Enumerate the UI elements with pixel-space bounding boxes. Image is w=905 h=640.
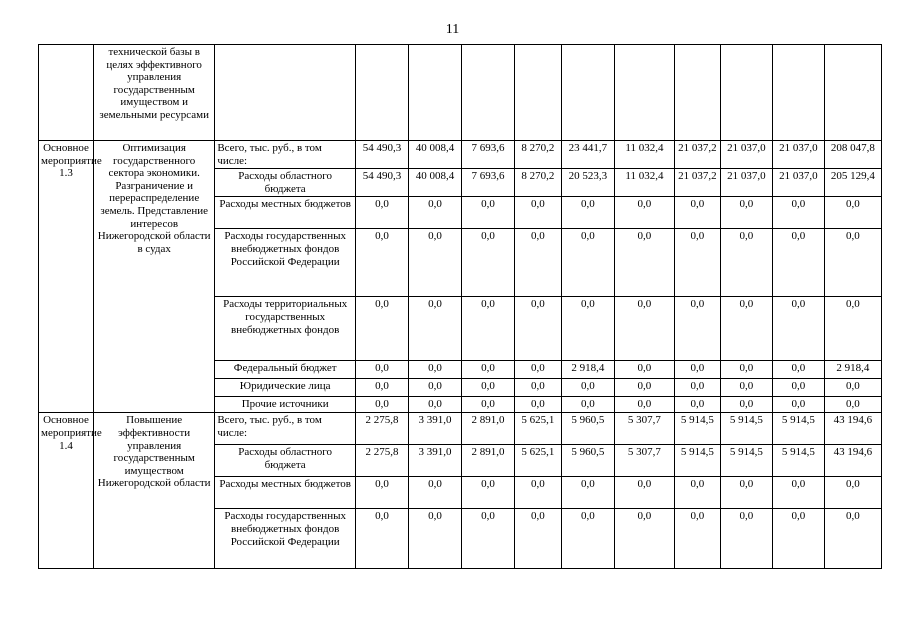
measure-cell [39, 45, 94, 141]
value-cell: 0,0 [561, 379, 614, 397]
value-cell: 5 625,1 [514, 413, 561, 445]
value-cell: 40 008,4 [408, 141, 461, 169]
value-cell: 208 047,8 [824, 141, 881, 169]
value-cell: 0,0 [614, 297, 674, 361]
table-row [39, 45, 882, 141]
value-cell [355, 45, 408, 141]
value-cell [824, 45, 881, 141]
value-cell: 5 307,7 [614, 413, 674, 445]
value-cell: 0,0 [675, 477, 721, 509]
value-cell: 0,0 [614, 509, 674, 569]
value-cell: 0,0 [408, 229, 461, 297]
value-cell: 0,0 [614, 229, 674, 297]
value-cell: 43 194,6 [824, 445, 881, 477]
value-cell: 0,0 [355, 197, 408, 229]
value-cell: 0,0 [614, 477, 674, 509]
value-cell: 0,0 [720, 197, 772, 229]
value-cell: 0,0 [675, 509, 721, 569]
value-cell: 0,0 [772, 477, 824, 509]
value-cell: 0,0 [461, 477, 514, 509]
value-cell: 7 693,6 [461, 141, 514, 169]
value-cell: 0,0 [675, 197, 721, 229]
value-cell: 0,0 [514, 197, 561, 229]
value-cell: 5 914,5 [772, 445, 824, 477]
value-cell: 11 032,4 [614, 169, 674, 197]
value-cell: 21 037,2 [675, 141, 721, 169]
value-cell: 23 441,7 [561, 141, 614, 169]
value-cell: 0,0 [514, 361, 561, 379]
value-cell: 0,0 [461, 229, 514, 297]
value-cell: 0,0 [772, 379, 824, 397]
value-cell: 21 037,0 [720, 141, 772, 169]
value-cell: 0,0 [675, 297, 721, 361]
value-cell: 20 523,3 [561, 169, 614, 197]
value-cell: 0,0 [355, 229, 408, 297]
value-cell: 0,0 [720, 477, 772, 509]
value-cell: 0,0 [561, 397, 614, 413]
value-cell: 0,0 [720, 361, 772, 379]
value-cell: 0,0 [720, 397, 772, 413]
value-cell: 54 490,3 [355, 169, 408, 197]
value-cell: 0,0 [461, 397, 514, 413]
value-cell: 0,0 [614, 361, 674, 379]
funding-source-cell: Расходы государственных внебюджетных фондов Российской Федерации [215, 509, 356, 569]
funding-source-cell: Прочие источники [215, 397, 356, 413]
value-cell: 0,0 [461, 509, 514, 569]
value-cell: 0,0 [355, 397, 408, 413]
value-cell: 0,0 [772, 509, 824, 569]
value-cell [772, 45, 824, 141]
value-cell: 0,0 [772, 197, 824, 229]
funding-source-cell: Всего, тыс. руб., в том числе: [215, 413, 356, 445]
value-cell: 0,0 [720, 509, 772, 569]
value-cell: 0,0 [824, 379, 881, 397]
value-cell: 40 008,4 [408, 169, 461, 197]
value-cell: 0,0 [561, 477, 614, 509]
value-cell: 0,0 [824, 297, 881, 361]
value-cell: 2 891,0 [461, 413, 514, 445]
direction-cell: Оптимизация государственного сектора экономики. Разграничение и перераспределение земель. Представление интересов Нижегородской области в судах [94, 141, 215, 413]
value-cell: 0,0 [461, 297, 514, 361]
value-cell: 7 693,6 [461, 169, 514, 197]
value-cell: 0,0 [461, 379, 514, 397]
value-cell: 2 275,8 [355, 413, 408, 445]
value-cell: 0,0 [720, 297, 772, 361]
funding-source-cell: Юридические лица [215, 379, 356, 397]
value-cell: 0,0 [675, 229, 721, 297]
funding-source-cell: Расходы местных бюджетов [215, 477, 356, 509]
value-cell: 205 129,4 [824, 169, 881, 197]
value-cell: 0,0 [408, 477, 461, 509]
value-cell: 0,0 [772, 361, 824, 379]
value-cell: 0,0 [514, 229, 561, 297]
value-cell [514, 45, 561, 141]
value-cell: 5 960,5 [561, 413, 614, 445]
value-cell: 0,0 [355, 297, 408, 361]
value-cell: 2 275,8 [355, 445, 408, 477]
value-cell: 0,0 [824, 397, 881, 413]
value-cell: 21 037,0 [772, 169, 824, 197]
value-cell: 0,0 [514, 509, 561, 569]
value-cell [614, 45, 674, 141]
value-cell: 0,0 [408, 379, 461, 397]
value-cell: 0,0 [675, 397, 721, 413]
value-cell: 0,0 [355, 509, 408, 569]
value-cell: 5 914,5 [720, 413, 772, 445]
value-cell: 0,0 [561, 197, 614, 229]
value-cell: 0,0 [772, 397, 824, 413]
value-cell [561, 45, 614, 141]
value-cell [408, 45, 461, 141]
value-cell: 0,0 [675, 361, 721, 379]
value-cell: 0,0 [772, 297, 824, 361]
value-cell: 2 918,4 [561, 361, 614, 379]
value-cell: 0,0 [720, 379, 772, 397]
measure-cell: Основное мероприятие 1.3 [39, 141, 94, 413]
funding-source-cell: Расходы территориальных государственных внебюджетных фондов [215, 297, 356, 361]
value-cell: 0,0 [561, 297, 614, 361]
value-cell: 0,0 [824, 509, 881, 569]
value-cell: 54 490,3 [355, 141, 408, 169]
value-cell: 0,0 [614, 197, 674, 229]
value-cell: 5 625,1 [514, 445, 561, 477]
value-cell: 5 914,5 [772, 413, 824, 445]
value-cell: 0,0 [408, 361, 461, 379]
value-cell: 3 391,0 [408, 445, 461, 477]
value-cell: 0,0 [514, 297, 561, 361]
direction-cell: Повышение эффективности управления государственным имуществом Нижегородской области [94, 413, 215, 569]
page-number: 11 [445, 22, 460, 37]
funding-source-cell: Расходы местных бюджетов [215, 197, 356, 229]
funding-source-cell: Федеральный бюджет [215, 361, 356, 379]
value-cell: 2 891,0 [461, 445, 514, 477]
table-row [39, 141, 882, 169]
value-cell: 0,0 [408, 197, 461, 229]
funding-source-cell: Всего, тыс. руб., в том числе: [215, 141, 356, 169]
value-cell: 0,0 [561, 509, 614, 569]
value-cell: 0,0 [675, 379, 721, 397]
measure-cell: Основное мероприятие 1.4 [39, 413, 94, 569]
value-cell: 0,0 [355, 379, 408, 397]
funding-source-cell: Расходы областного бюджета [215, 445, 356, 477]
value-cell: 0,0 [614, 397, 674, 413]
value-cell: 0,0 [614, 379, 674, 397]
value-cell: 3 391,0 [408, 413, 461, 445]
value-cell: 43 194,6 [824, 413, 881, 445]
value-cell: 0,0 [824, 229, 881, 297]
direction-cell: технической базы в целях эффективного управления государственным имуществом и земельными ресурсами [94, 45, 215, 141]
value-cell [675, 45, 721, 141]
value-cell: 8 270,2 [514, 141, 561, 169]
value-cell [461, 45, 514, 141]
value-cell: 8 270,2 [514, 169, 561, 197]
value-cell: 0,0 [824, 477, 881, 509]
value-cell: 0,0 [355, 361, 408, 379]
budget-table [38, 44, 882, 569]
value-cell: 21 037,0 [772, 141, 824, 169]
value-cell: 11 032,4 [614, 141, 674, 169]
value-cell: 5 307,7 [614, 445, 674, 477]
value-cell: 0,0 [720, 229, 772, 297]
table-row [39, 413, 882, 445]
value-cell: 21 037,2 [675, 169, 721, 197]
value-cell: 0,0 [408, 297, 461, 361]
value-cell: 5 914,5 [720, 445, 772, 477]
value-cell: 0,0 [514, 477, 561, 509]
value-cell: 0,0 [514, 397, 561, 413]
funding-source-cell: Расходы областного бюджета [215, 169, 356, 197]
value-cell: 0,0 [408, 509, 461, 569]
value-cell: 0,0 [355, 477, 408, 509]
funding-source-cell: Расходы государственных внебюджетных фондов Российской Федерации [215, 229, 356, 297]
funding-source-cell [215, 45, 356, 141]
value-cell: 0,0 [408, 397, 461, 413]
value-cell: 5 914,5 [675, 413, 721, 445]
value-cell: 0,0 [824, 197, 881, 229]
value-cell: 2 918,4 [824, 361, 881, 379]
value-cell: 21 037,0 [720, 169, 772, 197]
value-cell [720, 45, 772, 141]
value-cell: 0,0 [461, 361, 514, 379]
value-cell: 0,0 [514, 379, 561, 397]
value-cell: 5 960,5 [561, 445, 614, 477]
value-cell: 0,0 [772, 229, 824, 297]
value-cell: 0,0 [461, 197, 514, 229]
value-cell: 0,0 [561, 229, 614, 297]
value-cell: 5 914,5 [675, 445, 721, 477]
